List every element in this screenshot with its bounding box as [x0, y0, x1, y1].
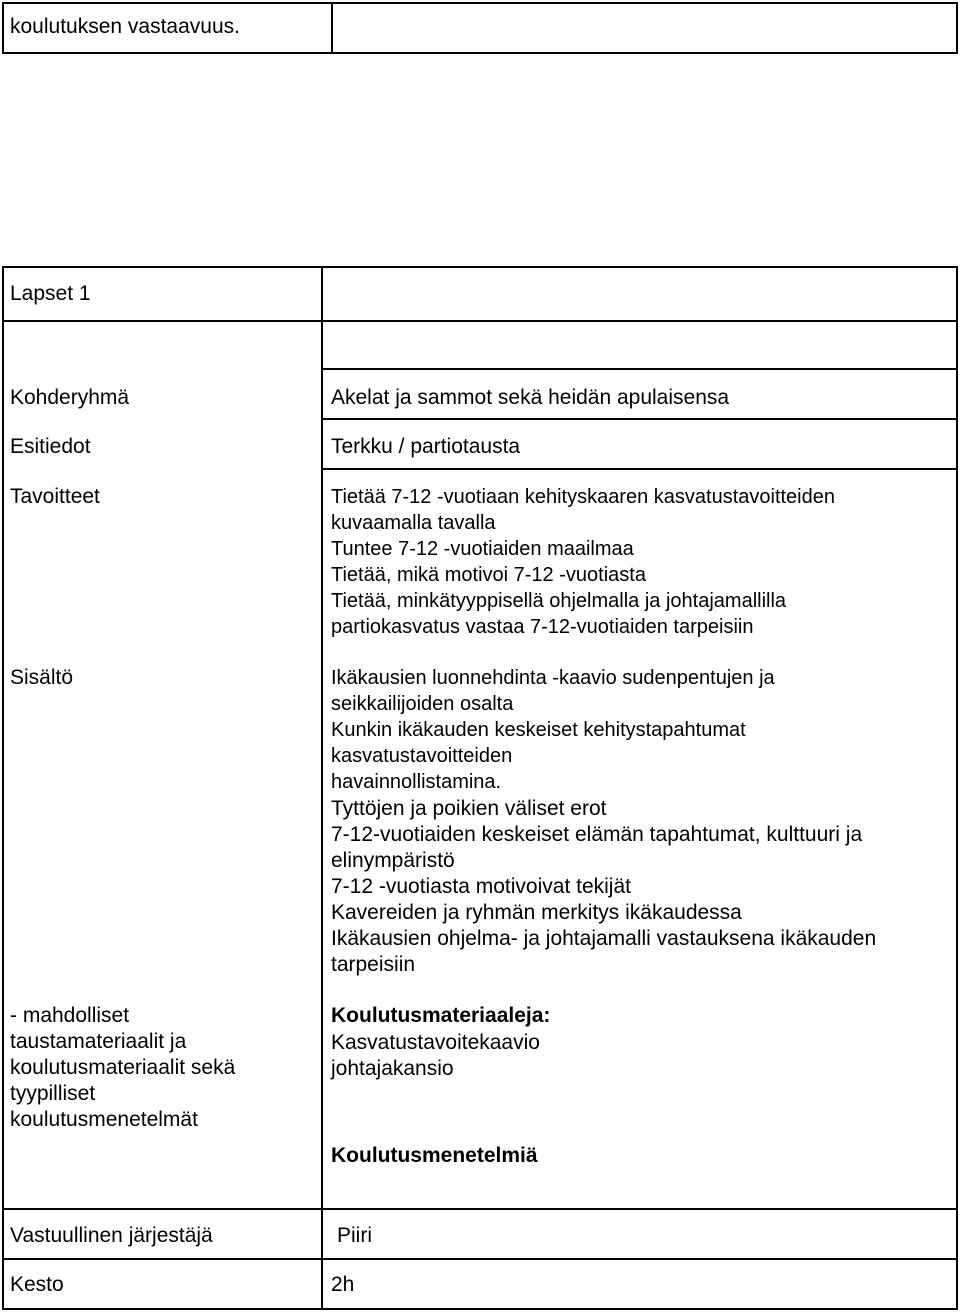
- kesto-value: 2h: [331, 1273, 355, 1296]
- title-right-cell: [321, 266, 958, 322]
- tavoitteet-value: Tietää 7-12 -vuotiaan kehityskaaren kasvatustavoitteiden kuvaamalla tavalla Tuntee 7-12 -vuotiaiden maailmaa Tietää, mikä motivoi 7-12 -vuotiasta Tietää, minkätyyppisellä ohjelmalla ja johtajamallilla partiokasvatus vastaa 7-12-vuotiaiden tarpeisiin: [331, 486, 835, 638]
- sisalto-value-b: Tyttöjen ja poikien väliset erot 7-12-vuotiaiden keskeiset elämän tapahtumat, kulttuuri ja elinympäristö 7-12 -vuotiasta motivoivat tekijät Kavereiden ja ryhmän merkitys ikäkaudessa Ikäkausien ohjelma- ja johtajamalli vastauksena ikäkauden tarpeisiin: [331, 797, 877, 976]
- materiaalit-heading: Koulutusmateriaaleja:: [331, 1004, 551, 1027]
- top-left-text: koulutuksen vastaavuus.: [10, 15, 240, 38]
- vastuullinen-value: Piiri: [337, 1224, 372, 1247]
- tavoitteet-label: Tavoitteet: [10, 485, 100, 508]
- esitiedot-value: Terkku / partiotausta: [331, 435, 521, 458]
- kohderyhma-label: Kohderyhmä: [10, 386, 130, 409]
- sisalto-value-a: Ikäkausien luonnehdinta -kaavio sudenpentujen ja seikkailijoiden osalta Kunkin ikäkauden keskeiset kehitystapahtumat kasvatustavoitteiden havainnollistamina.: [331, 667, 775, 793]
- top-right-cell: [331, 2, 958, 54]
- materiaalit-items: Kasvatustavoitekaavio johtajakansio: [331, 1031, 540, 1080]
- vastuullinen-label: Vastuullinen järjestäjä: [10, 1224, 213, 1247]
- vastuullinen-value-cell: [321, 1208, 958, 1260]
- kesto-label: Kesto: [10, 1273, 64, 1296]
- value-column-cell: [321, 320, 958, 370]
- kesto-value-cell: [321, 1258, 958, 1310]
- sisalto-label: Sisältö: [10, 666, 74, 689]
- esitiedot-label: Esitiedot: [10, 435, 91, 458]
- materiaalit-label: - mahdolliset taustamateriaalit ja koulutusmateriaalit sekä tyypilliset koulutusmenetelmät: [10, 1004, 236, 1131]
- menetelmat-heading: Koulutusmenetelmiä: [331, 1144, 538, 1167]
- section-title: Lapset 1: [10, 282, 91, 305]
- kohderyhma-value: Akelat ja sammot sekä heidän apulaisensa: [331, 386, 730, 409]
